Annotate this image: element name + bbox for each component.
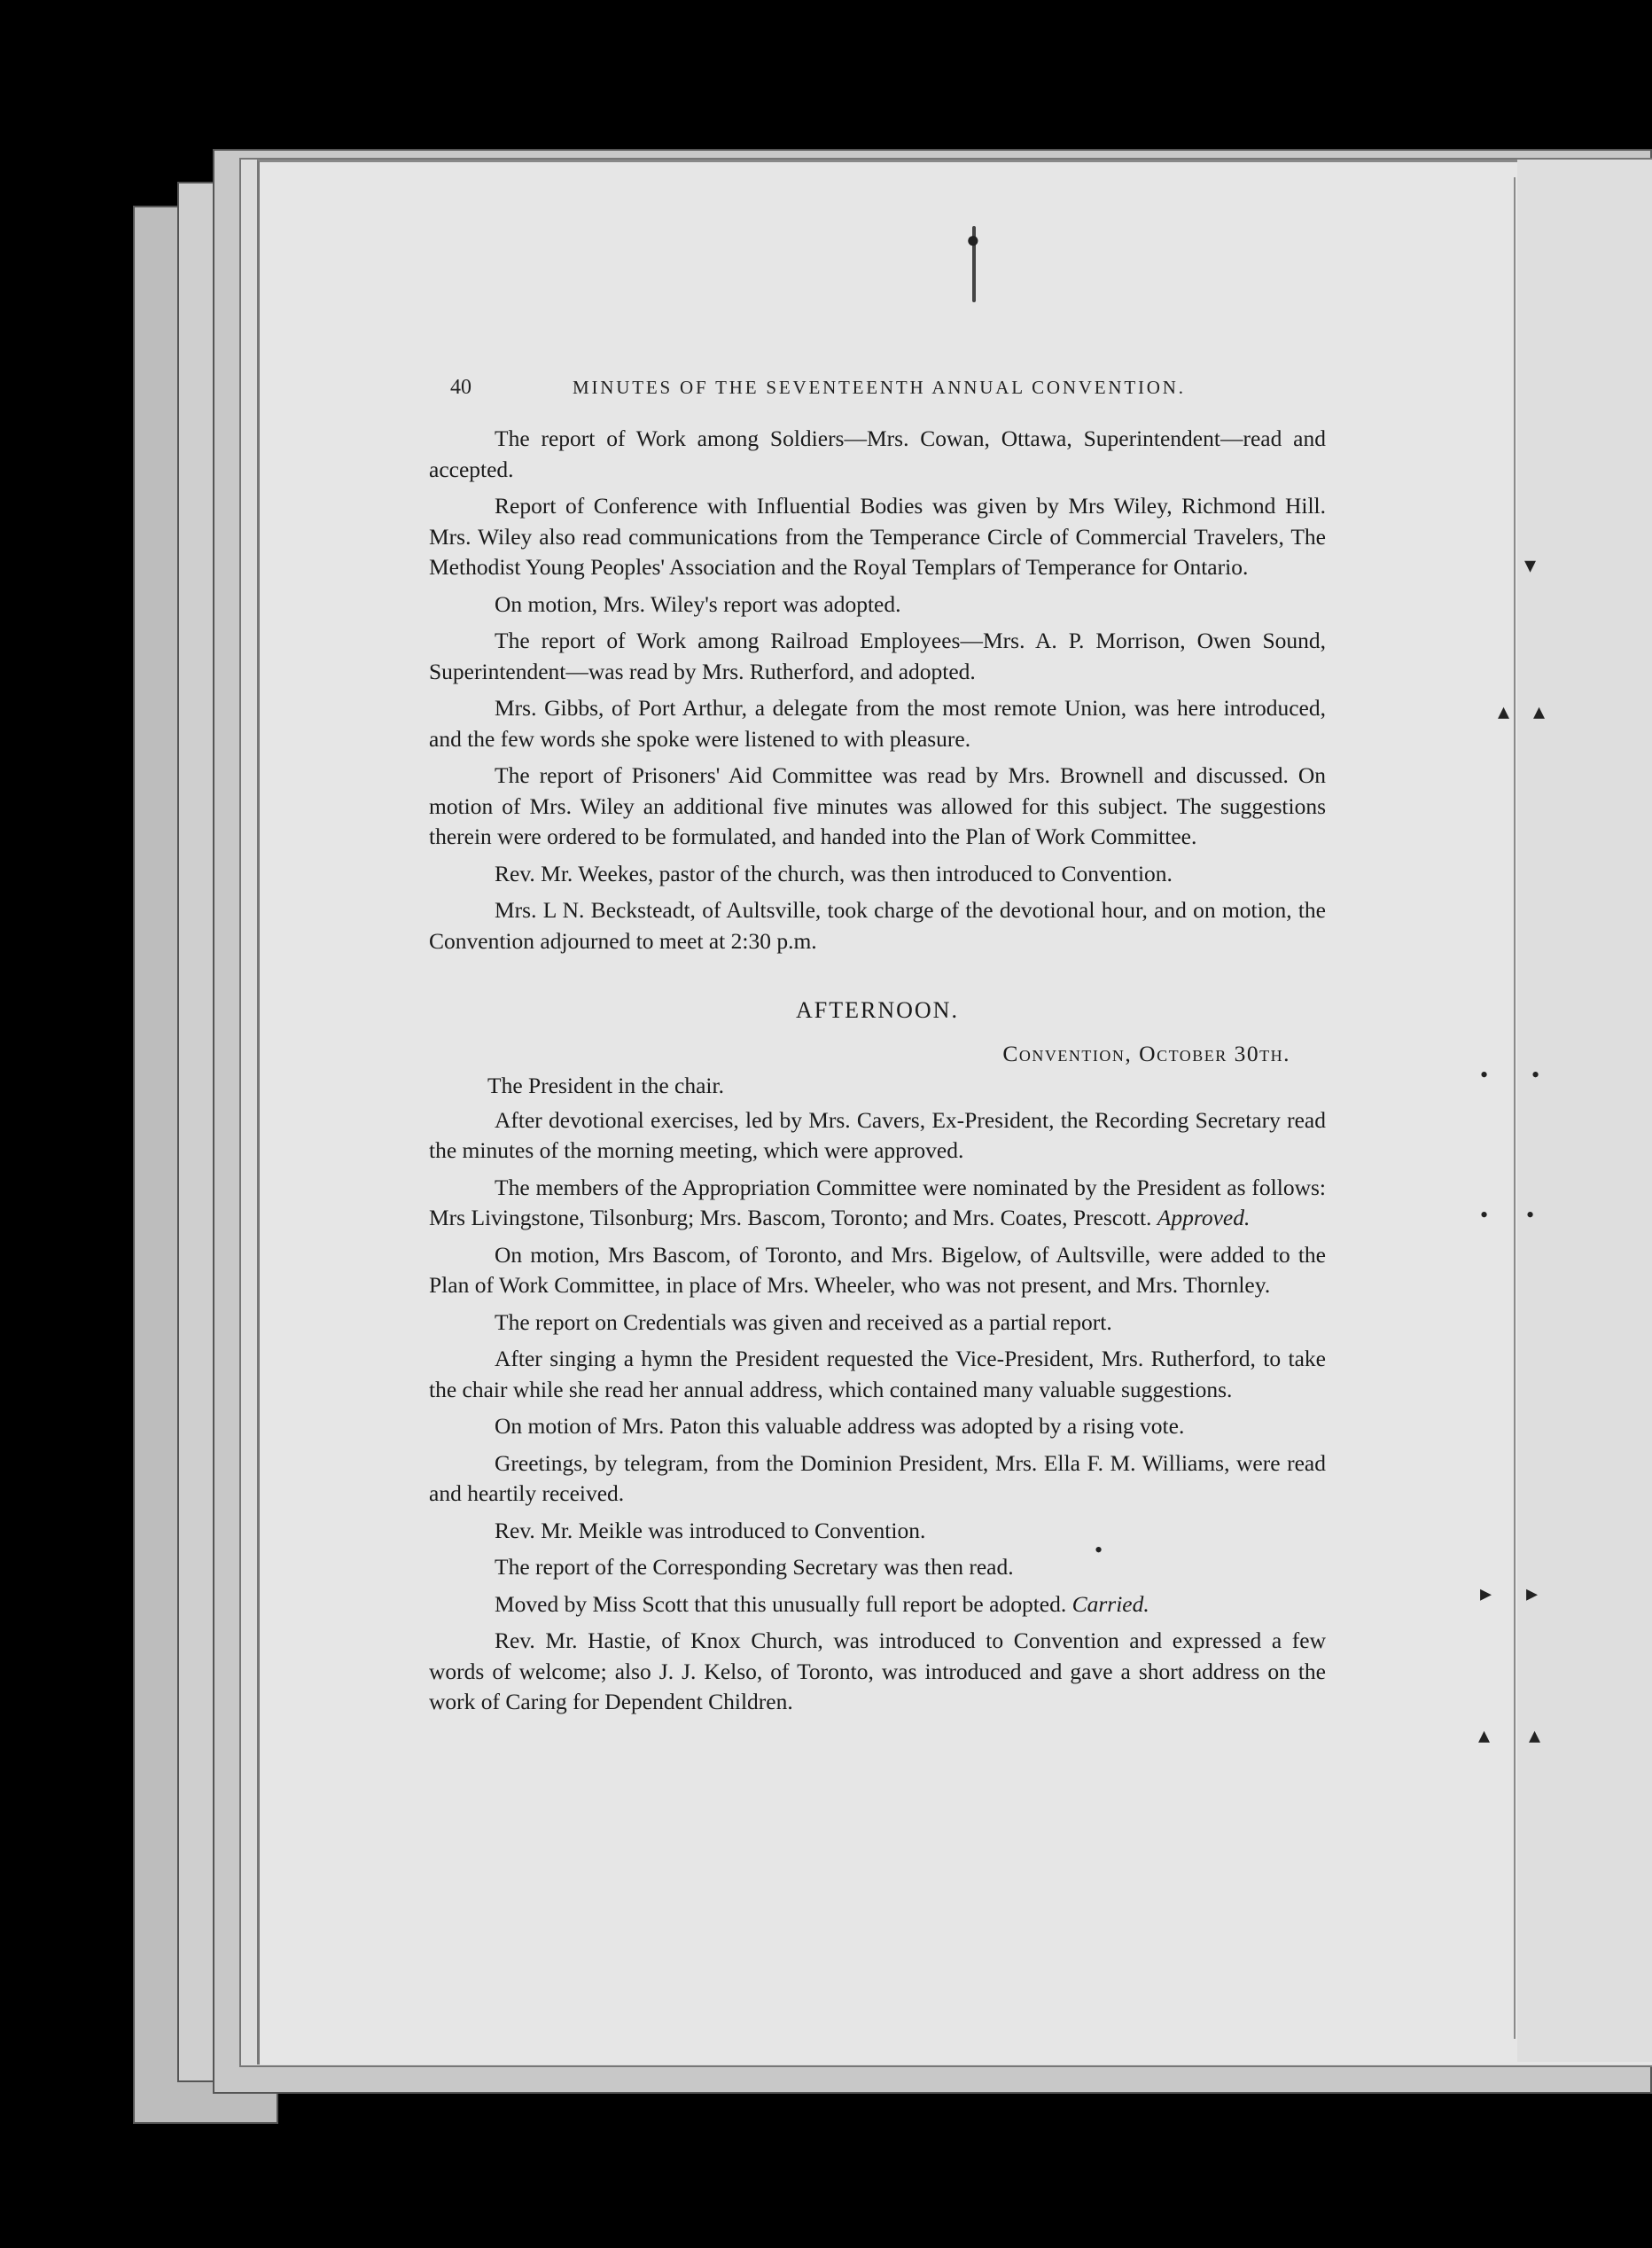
paragraph-text: Moved by Miss Scott that this unusually full report be adopted.: [495, 1590, 1067, 1617]
paragraph: The report of the Corresponding Secretary was then read.: [495, 1554, 1014, 1580]
speck-mark: ▴: [1498, 699, 1510, 724]
paragraph: Rev. Mr. Weekes, pastor of the church, was then introduced to Convention.: [495, 860, 1173, 886]
paragraph: On motion of Mrs. Paton this valuable address was adopted by a rising vote.: [495, 1413, 1185, 1439]
chair-line: The President in the chair.: [487, 1073, 724, 1098]
paragraph: Rev. Mr. Hastie, of Knox Church, was introduced to Convention and expressed a few words of welcome; also J. J. Kelso, of Toronto, was introduced and gave a short address on the work of Caring for Dependent Children.: [429, 1627, 1326, 1714]
minutes-body: [429, 424, 1326, 1724]
section-heading: AFTERNOON.: [796, 997, 959, 1023]
paragraph: Mrs. Gibbs, of Port Arthur, a delegate from the most remote Union, was here introduced, and the few words she spoke were listened to with pleasure.: [429, 695, 1326, 752]
speck-mark: ▴: [1478, 1722, 1491, 1748]
speck-mark: ▴: [1533, 699, 1546, 724]
paragraph: The report of Prisoners' Aid Committee was read by Mrs. Brownell and discussed. On motion of Mrs. Wiley an additional five minutes was allowed for this subject. The suggestions therein were ordered to be formulated, and handed into the Plan of Work Committee.: [429, 762, 1326, 849]
speck-mark: ▴: [1529, 1722, 1541, 1748]
paragraph: Rev. Mr. Meikle was introduced to Convention.: [495, 1517, 926, 1543]
paragraph: [429, 1173, 1326, 1234]
italic-note: Approved.: [1157, 1205, 1251, 1230]
paragraph: The report on Credentials was given and received as a partial report.: [495, 1308, 1112, 1335]
italic-note: Carried.: [1071, 1590, 1149, 1617]
speck-mark: ▾: [1524, 552, 1537, 578]
paragraph: Greetings, by telegram, from the Dominion President, Mrs. Ella F. M. Williams, were read and heartily received.: [429, 1449, 1326, 1506]
speck-mark: •: [1480, 1202, 1489, 1228]
paragraph: Report of Conference with Influential Bodies was given by Mrs Wiley, Richmond Hill. Mrs. Wiley also read communications from the Temperance Circle of Commercial Travelers, The Methodist Young Peoples' Association and the Royal Templars of Temperance for Ontario.: [429, 493, 1326, 580]
facing-page-edge: [1517, 160, 1652, 2062]
speck-mark: •: [1480, 1062, 1489, 1088]
paragraph: After singing a hymn the President requested the Vice-President, Mrs. Rutherford, to take the chair while she read her annual address, which contained many valuable suggestions.: [429, 1346, 1326, 1402]
speck-mark: ●: [966, 227, 980, 253]
paragraph: On motion, Mrs. Wiley's report was adopted.: [495, 590, 901, 617]
speck-mark: ▸: [1480, 1581, 1492, 1606]
speck-mark: •: [1095, 1537, 1103, 1563]
paragraph: On motion, Mrs Bascom, of Toronto, and Mrs. Bigelow, of Aultsville, were added to the Plan of Work Committee, in place of Mrs. Wheeler, who was not present, and Mrs. Thornley.: [429, 1241, 1326, 1298]
speck-mark: •: [1526, 1202, 1535, 1228]
paragraph: [429, 1589, 1326, 1620]
paragraph-text: The members of the Appropriation Committee were nominated by the President as follows: Mrs Livingstone, Tilsonburg; Mrs. Bascom, Toronto; and Mrs. Coates, Prescott.: [429, 1174, 1326, 1230]
page-number: 40: [450, 376, 471, 399]
paragraph: After devotional exercises, led by Mrs. Cavers, Ex-President, the Recording Secretary read the minutes of the morning meeting, which were approved.: [429, 1106, 1326, 1163]
speck-mark: ▸: [1526, 1581, 1539, 1606]
dateline: Convention, October 30th.: [1002, 1040, 1290, 1066]
paragraph: The report of Work among Railroad Employees—Mrs. A. P. Morrison, Owen Sound, Superintendent—was read by Mrs. Rutherford, and adopted.: [429, 628, 1326, 684]
running-title: MINUTES OF THE SEVENTEENTH ANNUAL CONVENTION.: [573, 377, 1186, 398]
page-gutter: [1514, 177, 1516, 2039]
speck-mark: •: [1531, 1062, 1540, 1088]
paragraph: The report of Work among Soldiers—Mrs. Cowan, Ottawa, Superintendent—read and accepted.: [429, 425, 1326, 482]
paragraph: Mrs. L N. Becksteadt, of Aultsville, took charge of the devotional hour, and on motion, the Convention adjourned to meet at 2:30 p.m.: [429, 897, 1326, 954]
